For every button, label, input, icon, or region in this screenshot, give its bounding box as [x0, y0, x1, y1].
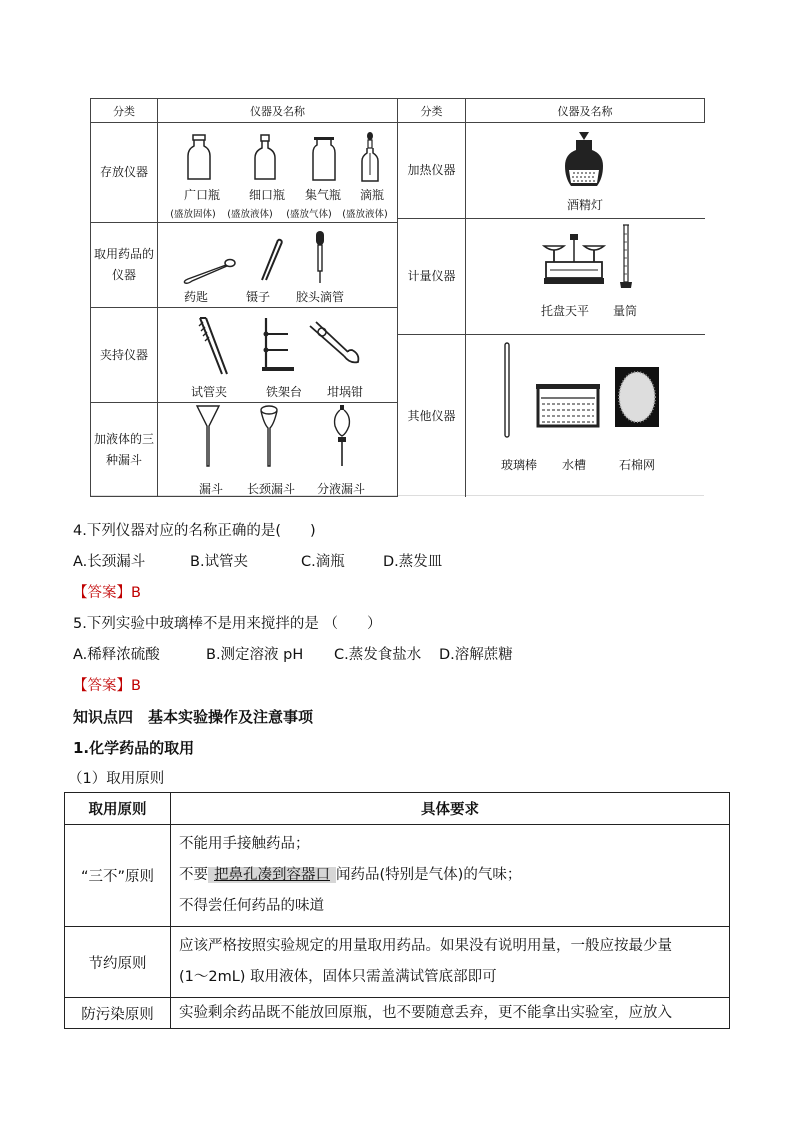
- crucible-tongs-icon: [308, 320, 362, 368]
- item-label: 量筒: [612, 304, 638, 318]
- alcohol-lamp-icon: [561, 130, 607, 190]
- apparatus-figure: [90, 98, 704, 496]
- q4-answer: [73, 581, 141, 602]
- rule-line: 实验剩余药品既不能放回原瓶，也不要随意丢弃，更不能拿出实验室，应放入: [179, 1005, 672, 1021]
- table-header-row: [65, 793, 730, 825]
- asbestos-net-icon: [614, 366, 660, 428]
- item-label: 托盘天平: [540, 304, 590, 318]
- rule-details: [171, 825, 730, 927]
- header-instruments-right: 仪器及名称: [465, 98, 705, 123]
- table-header: 取用原则: [65, 793, 171, 825]
- answer-tag: 【答案】: [73, 585, 131, 601]
- item-label: 漏斗: [198, 482, 224, 496]
- iron-stand-icon: [258, 316, 298, 372]
- glass-rod-icon: [503, 342, 511, 438]
- answer-tag: 【答案】: [73, 678, 131, 694]
- q5-option-c: C.蒸发食盐水: [334, 647, 422, 663]
- subsection-title: 1.化学药品的取用: [73, 739, 195, 757]
- rule-line: (1～2mL) 取用液体，固体只需盖满试管底部即可: [179, 969, 497, 985]
- item-label: 滴瓶: [359, 188, 385, 202]
- dropper-icon: [312, 230, 328, 284]
- header-category-right: 分类: [397, 98, 466, 123]
- item-label: 坩埚钳: [326, 385, 364, 399]
- graduated-cylinder-icon: [620, 224, 632, 290]
- test-tube-holder-icon: [196, 316, 230, 376]
- rule-line: [179, 860, 721, 891]
- rule-details: [171, 998, 730, 1029]
- q4-option-a: A.长颈漏斗: [73, 554, 146, 570]
- category-holding: 夹持仪器: [90, 307, 158, 403]
- section-title: 知识点四 基本实验操作及注意事项: [73, 708, 314, 726]
- item-label: 广口瓶: [183, 188, 221, 202]
- item-label: 酒精灯: [566, 198, 604, 212]
- header-instruments-left: 仪器及名称: [157, 98, 398, 123]
- q5-options: [73, 643, 733, 663]
- item-label: 铁架台: [265, 385, 303, 399]
- category-funnels: 加液体的三种漏斗: [90, 402, 158, 497]
- long-neck-funnel-icon: [260, 404, 278, 468]
- spoon-icon: [180, 258, 236, 284]
- item-label: 镊子: [245, 290, 271, 304]
- q4-option-b: B.试管夹: [190, 554, 249, 570]
- rule-details: [171, 927, 730, 998]
- fill-blank-answer: 把鼻孔凑到容器口: [208, 867, 336, 883]
- table-row: [65, 927, 730, 998]
- item-label: 细口瓶: [248, 188, 286, 202]
- rule-line: 不能用手接触药品；: [179, 836, 310, 852]
- rule-line: 应该严格按照实验规定的用量取用药品。如果没有说明用量，一般应按最少量: [179, 938, 672, 954]
- gas-collecting-bottle-icon: [312, 136, 336, 182]
- item-label: 药匙: [183, 290, 209, 304]
- answer-value: B: [131, 585, 141, 601]
- item-note: (盛放液体): [342, 209, 388, 220]
- sub-heading: （1）取用原则: [68, 771, 165, 787]
- item-label: 长颈漏斗: [246, 482, 296, 496]
- category-measuring: 计量仪器: [397, 218, 466, 335]
- q4-stem: 4.下列仪器对应的名称正确的是( ): [73, 523, 316, 539]
- header-category-left: 分类: [90, 98, 158, 123]
- q4-option-c: C.滴瓶: [301, 554, 345, 570]
- funnel-icon: [196, 404, 220, 468]
- item-label: 石棉网: [618, 458, 656, 472]
- wide-mouth-bottle-icon: [186, 134, 212, 182]
- category-heating: 加热仪器: [397, 122, 466, 219]
- rule-name: 节约原则: [65, 927, 171, 998]
- rule-name: “三不”原则: [65, 825, 171, 927]
- item-label: 分液漏斗: [316, 482, 366, 496]
- table-row: [65, 998, 730, 1029]
- item-label: 水槽: [561, 458, 587, 472]
- item-label: 胶头滴管: [295, 290, 345, 304]
- answer-value: B: [131, 678, 141, 694]
- item-note: (盛放气体): [286, 209, 332, 220]
- q4-option-d: D.蒸发皿: [383, 554, 443, 570]
- item-label: 玻璃棒: [500, 458, 538, 472]
- rule-name: 防污染原则: [65, 998, 171, 1029]
- q5-option-a: A.稀释浓硫酸: [73, 647, 160, 663]
- category-taking: 取用药品的仪器: [90, 222, 158, 308]
- q5-option-b: B.测定溶液 pH: [206, 647, 304, 663]
- rule-text: 闻药品(特别是气体)的气味；: [336, 867, 522, 883]
- narrow-mouth-bottle-icon: [254, 134, 276, 182]
- q5-option-d: D.溶解蔗糖: [439, 647, 513, 663]
- water-tank-icon: [536, 384, 600, 428]
- item-note: (盛放固体): [170, 209, 216, 220]
- item-label: 集气瓶: [304, 188, 342, 202]
- balance-icon: [542, 232, 606, 286]
- rule-line: 不得尝任何药品的味道: [179, 898, 324, 914]
- item-label: 试管夹: [190, 385, 228, 399]
- separatory-funnel-icon: [333, 404, 351, 468]
- item-note: (盛放液体): [227, 209, 273, 220]
- q5-answer: [73, 674, 141, 695]
- category-other: 其他仪器: [397, 334, 466, 497]
- dropper-bottle-icon: [361, 131, 379, 183]
- rule-text: 不要: [179, 867, 208, 883]
- table-row: [65, 825, 730, 927]
- category-storage: 存放仪器: [90, 122, 158, 223]
- rules-table: [64, 792, 730, 1029]
- q5-stem: 5.下列实验中玻璃棒不是用来搅拌的是 （ ）: [73, 616, 382, 632]
- tweezers-icon: [258, 238, 284, 282]
- q4-options: [73, 550, 733, 570]
- table-header: 具体要求: [171, 793, 730, 825]
